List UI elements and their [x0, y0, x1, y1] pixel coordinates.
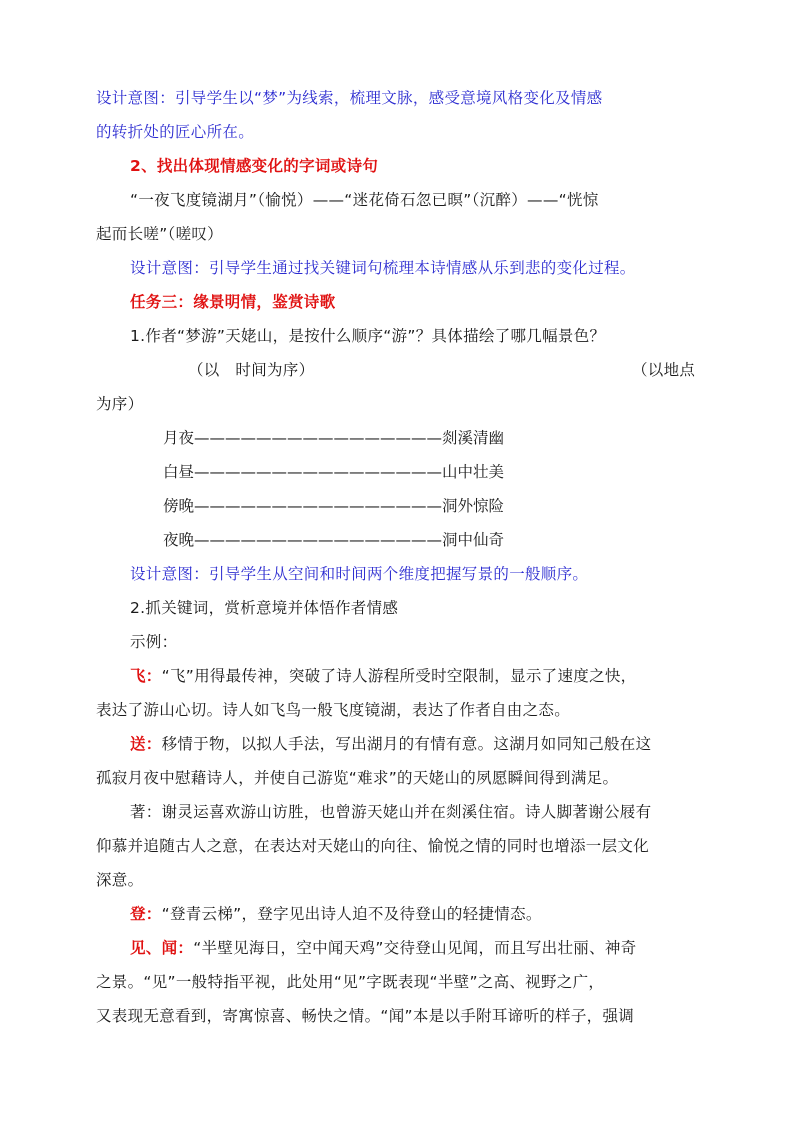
order-by-place-a: （以地点: [632, 361, 696, 379]
jianwen-text1: “半壁见海日，空中闻天鸡”交待登山见闻，而且写出壮丽、神奇: [193, 939, 637, 957]
song-text1: 移情于物，以拟人手法，写出湖月的有情有意。这湖月如同知己般在这: [161, 735, 652, 753]
route-row: [163, 460, 504, 482]
route-scene: 洞中仙奇: [442, 531, 505, 549]
song-line2: 孤寂月夜中慰藉诗人，并使自己游览“难求”的天姥山的夙愿瞬间得到满足。: [96, 769, 619, 787]
route-dashes: ————————————————: [194, 463, 443, 481]
fei-line2: 表达了游山心切。诗人如飞鸟一般飞度镜湖，表达了作者自由之态。: [96, 701, 571, 719]
section2-line2: 起而长嗟”（嗟叹）: [96, 225, 223, 243]
zhu-line3: 深意。: [96, 871, 144, 889]
route-row: [163, 426, 504, 448]
design-intent-3: 设计意图：引导学生从空间和时间两个维度把握写景的一般顺序。: [130, 565, 589, 583]
keyword-deng: 登：: [130, 905, 162, 923]
route-time: 月夜: [163, 429, 195, 447]
example-label: 示例：: [130, 633, 178, 651]
task3-heading: 任务三：缘景明情，鉴赏诗歌: [130, 293, 336, 311]
route-scene: 洞外惊险: [442, 497, 505, 515]
design-intent-1-line2: 的转折处的匠心所在。: [96, 123, 255, 141]
route-row: [163, 528, 504, 550]
zhu-line2: 仰慕并追随古人之意，在表达对天姥山的向往、愉悦之情的同时也增添一层文化: [96, 837, 650, 855]
fei-text1: “飞”用得最传神，突破了诗人游程所受时空限制，显示了速度之快，: [161, 667, 637, 685]
zhu-line1: 著：谢灵运喜欢游山访胜，也曾游天姥山并在剡溪住宿。诗人脚著谢公屐有: [130, 803, 652, 821]
section2-heading: 2、找出体现情感变化的字词或诗句: [130, 157, 379, 175]
route-time: 白昼: [163, 463, 195, 481]
jianwen-line1: [130, 936, 706, 958]
deng-line1: [130, 902, 740, 924]
route-scene: 山中壮美: [442, 463, 505, 481]
route-row: [163, 494, 504, 516]
jianwen-line2: 之景。“见”一般特指平视，此处用“见”字既表现“半壁”之高、视野之广，: [96, 973, 605, 991]
task3-question1: 1.作者“梦游”天姥山，是按什么顺序“游”？具体描绘了哪几幅景色？: [130, 327, 606, 345]
keyword-jianwen: 见、闻：: [130, 939, 194, 957]
order-by-time: （以 时间为序）: [188, 361, 315, 379]
fei-line1: [130, 664, 706, 686]
route-dashes: ————————————————: [194, 531, 443, 549]
route-time: 傍晚: [163, 497, 195, 515]
order-by-place-b: 为序）: [96, 395, 144, 413]
keyword-fei: 飞：: [130, 667, 162, 685]
deng-text1: “登青云梯”，登字见出诗人迫不及待登山的轻捷情态。: [161, 905, 542, 923]
jianwen-line3: 又表现无意看到，寄寓惊喜、畅快之情。“闻”本是以手附耳谛听的样子，强调: [96, 1007, 635, 1025]
route-time: 夜晚: [163, 531, 195, 549]
route-dashes: ————————————————: [194, 429, 443, 447]
design-intent-2: 设计意图：引导学生通过找关键词句梳理本诗情感从乐到悲的变化过程。: [130, 259, 636, 277]
song-line1: [130, 732, 706, 754]
question2: 2.抓关键词，赏析意境并体悟作者情感: [130, 599, 399, 617]
keyword-song: 送：: [130, 735, 162, 753]
route-scene: 剡溪清幽: [442, 429, 505, 447]
section2-line1: “一夜飞度镜湖月”（愉悦）——“迷花倚石忽已暝”（沉醉）——“恍惊: [130, 191, 599, 209]
route-dashes: ————————————————: [194, 497, 443, 515]
design-intent-1-line1: 设计意图：引导学生以“梦”为线索，梳理文脉，感受意境风格变化及情感: [96, 89, 603, 107]
